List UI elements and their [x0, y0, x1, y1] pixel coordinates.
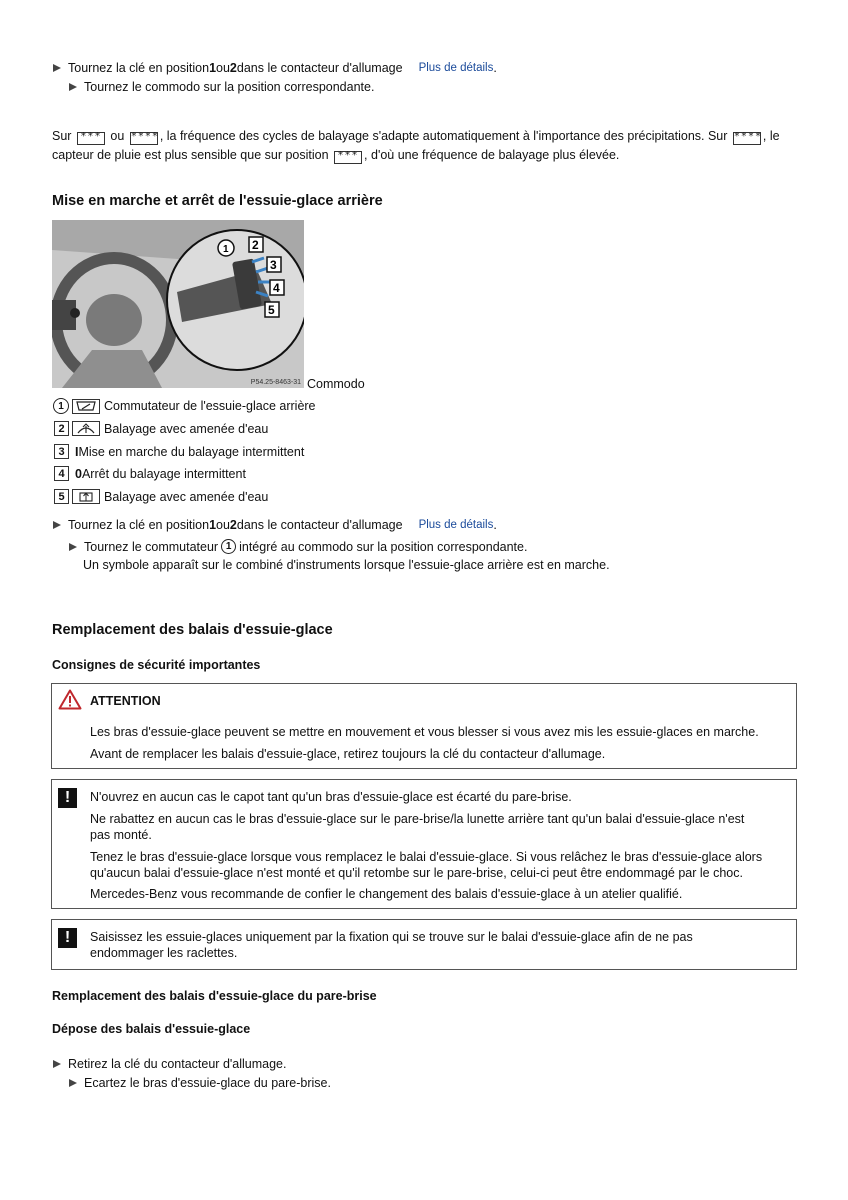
step-arrow-icon: [53, 521, 61, 529]
period: .: [493, 518, 497, 532]
key-position-1: 1: [209, 518, 217, 532]
step-turn-stalk: [69, 80, 374, 94]
legend-item-2: [54, 421, 268, 436]
legend-text: Balayage avec amenée d'eau: [104, 421, 269, 436]
step-turn-switch: [69, 539, 527, 554]
text: Tenez le bras d'essuie-glace lorsque vous remplacez le balai d'essuie-glace. Si vous relâchez le bras d'essuie-glace alors: [90, 850, 763, 864]
section-heading-replace-blades: Remplacement des balais d'essuie-glace: [52, 622, 333, 638]
position-label: 0: [75, 466, 82, 481]
step-arrow-icon: [53, 64, 61, 72]
note-text-3: [90, 850, 782, 881]
callout-1: 1: [221, 539, 236, 554]
svg-text:3: 3: [270, 258, 277, 272]
svg-text:1: 1: [223, 244, 229, 255]
figure-caption: Commodo: [307, 377, 365, 391]
sensitivity-4-icon: ****: [130, 132, 158, 145]
step-text: dans le contacteur d'allumage: [236, 61, 403, 75]
key-position-2: 2: [229, 61, 237, 75]
sensitivity-3-icon: ***: [334, 151, 362, 164]
attention-text-2: Avant de remplacer les balais d'essuie-glace, retirez toujours la clé du contacteur d'allumage.: [90, 747, 606, 761]
subheading-safety: Consignes de sécurité importantes: [52, 658, 261, 672]
rear-wash-icon: [72, 489, 100, 504]
note-box-2: [51, 919, 797, 970]
more-details-link[interactable]: Plus de détails: [418, 519, 494, 531]
step-turn-key: [53, 61, 497, 75]
note-text-2: [90, 812, 782, 843]
legend-text: Mise en marche du balayage intermittent: [78, 444, 305, 459]
step-text: Retirez la clé du contacteur d'allumage.: [68, 1057, 287, 1071]
step-arrow-icon: [69, 543, 77, 551]
legend-text: Balayage avec amenée d'eau: [104, 489, 269, 504]
legend-item-5: [54, 489, 268, 504]
text: Saisissez les essuie-glaces uniquement par la fixation qui se trouve sur le balai d'essuie-glace afin de ne pas: [90, 930, 693, 944]
text: capteur de pluie est plus sensible que sur position: [52, 148, 329, 162]
callout-5: 5: [54, 489, 69, 504]
sensitivity-4-icon: ****: [733, 132, 761, 145]
step-text: ou: [216, 518, 230, 532]
attention-title: ATTENTION: [90, 694, 161, 708]
commodo-figure: [52, 220, 304, 388]
step-text: Ecartez le bras d'essuie-glace du pare-brise.: [84, 1076, 331, 1090]
text: , le: [762, 129, 780, 143]
step-arrow-icon: [69, 83, 77, 91]
step-text: intégré au commodo sur la position correspondante.: [239, 539, 528, 554]
step-lift-arm: [69, 1076, 331, 1090]
text: ou: [110, 129, 125, 143]
step-text: Tournez le commodo sur la position correspondante.: [84, 80, 375, 94]
step-text: Tournez la clé en position: [68, 518, 210, 532]
callout-4: 4: [54, 466, 69, 481]
legend-text: Commutateur de l'essuie-glace arrière: [104, 399, 316, 413]
svg-text:5: 5: [268, 303, 275, 317]
key-position-2: 2: [229, 518, 237, 532]
callout-3: 3: [54, 444, 69, 459]
key-position-1: 1: [209, 61, 217, 75]
step-arrow-icon: [69, 1079, 77, 1087]
sensitivity-3-icon: ***: [77, 132, 105, 145]
text: qu'aucun balai d'essuie-glace n'est monté et qu'il retombe sur le pare-brise, celui-ci peut être endommagé par le choc.: [90, 865, 743, 880]
legend-text: Arrêt du balayage intermittent: [81, 466, 246, 481]
svg-text:4: 4: [273, 281, 280, 295]
text: , d'où une fréquence de balayage plus élevée.: [364, 148, 620, 162]
rear-wiper-icon: [72, 399, 100, 414]
warning-triangle-icon: [58, 689, 82, 710]
legend-item-3: [54, 444, 304, 459]
step-text: Tournez la clé en position: [68, 61, 210, 75]
note-text-1: N'ouvrez en aucun cas le capot tant qu'un bras d'essuie-glace est écarté du pare-brise.: [90, 790, 572, 804]
rain-sensor-paragraph: [52, 127, 792, 165]
callout-1: 1: [53, 398, 69, 414]
subheading-removal: Dépose des balais d'essuie-glace: [52, 1022, 251, 1036]
text: pas monté.: [90, 827, 152, 842]
subheading-windshield: Remplacement des balais d'essuie-glace du pare-brise: [52, 989, 377, 1003]
callout-2: 2: [54, 421, 69, 436]
position-label: I: [75, 444, 79, 459]
section-heading-rear-wiper: Mise en marche et arrêt de l'essuie-glace arrière: [52, 193, 383, 209]
text: Ne rabattez en aucun cas le bras d'essuie-glace sur le pare-brise/la lunette arrière tant qu'un balai d'essuie-glace n'est: [90, 812, 745, 826]
text: endommager les raclettes.: [90, 945, 238, 960]
step-result: Un symbole apparaît sur le combiné d'instruments lorsque l'essuie-glace arrière est en marche.: [83, 558, 610, 572]
note-text-4: Mercedes-Benz vous recommande de confier le changement des balais d'essuie-glace à un atelier qualifié.: [90, 887, 683, 901]
attention-text-1: Les bras d'essuie-glace peuvent se mettre en mouvement et vous blesser si vous avez mis les essuie-glaces en marche.: [90, 725, 759, 739]
image-code: P54.25-8463-31: [250, 379, 301, 386]
wash-wipe-icon: [72, 421, 100, 436]
period: .: [493, 61, 497, 75]
legend-item-4: [54, 466, 246, 481]
svg-text:2: 2: [252, 238, 259, 252]
step-text: Tournez le commutateur: [84, 539, 219, 554]
note-text: [90, 930, 782, 961]
step-text: ou: [216, 61, 230, 75]
legend-item-1: [53, 398, 316, 414]
step-turn-key-rear: [53, 518, 497, 532]
step-arrow-icon: [53, 1060, 61, 1068]
exclamation-icon: !: [58, 788, 77, 808]
steering-column-illustration: [52, 220, 304, 388]
attention-box: [51, 683, 797, 769]
step-remove-key: [53, 1057, 286, 1071]
text: , la fréquence des cycles de balayage s'adapte automatiquement à l'importance des précipitations. Sur: [159, 129, 728, 143]
text: Sur: [52, 129, 72, 143]
step-text: dans le contacteur d'allumage: [236, 518, 403, 532]
more-details-link[interactable]: Plus de détails: [418, 62, 494, 74]
exclamation-icon: !: [58, 928, 77, 948]
note-box-1: [51, 779, 797, 909]
